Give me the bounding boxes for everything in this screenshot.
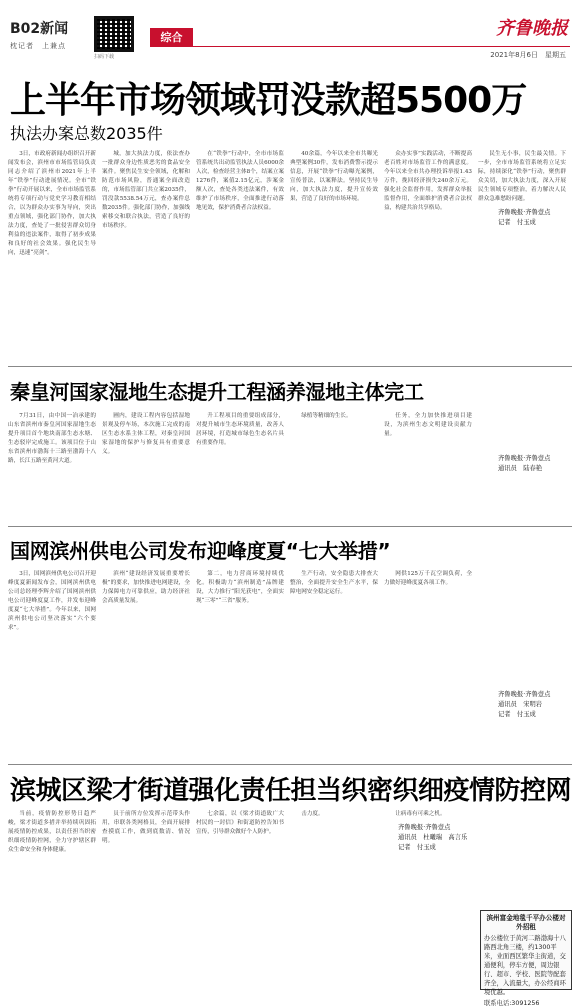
article2-column: 升工程项目的重要组成部分，对提升城市生态环境质量，改善人居环境，打造城市绿色生态名片具有重要作用。 [196, 413, 284, 446]
article1-column: 民生无小事，民生最关情。下一步，全市市场监管系统将立足实际，持续深化“铁拳”行动，聚焦群众关切，加大执法力度，深入开展民生领域专项整治，着力解决人民群众急难愁盼问题。 齐鲁晚报·齐鲁壹点 记者 付玉成 [478, 151, 566, 226]
section-tag: 综合 [150, 28, 193, 47]
article4-byline: 齐鲁晚报·齐鲁壹点 [398, 824, 451, 831]
article3-column: 生产行动，安全隐患大排查大整治，全面提升安全生产水平，保障电网安全稳定运行。 [290, 571, 378, 595]
article4-byline: 通讯员 杜曦瑞 高言乐 [398, 834, 468, 841]
classified-ad [480, 910, 572, 1007]
publication-date: 2021年8月6日 星期五 [490, 51, 566, 59]
qr-caption: 扫码下载 [94, 54, 115, 60]
qr-code-icon[interactable] [94, 16, 134, 52]
article2-byline: 齐鲁晚报·齐鲁壹点 [498, 455, 551, 462]
article2-body [8, 412, 566, 522]
ad-title: 滨州富金地毯千平办公楼对外招租 [486, 914, 566, 931]
divider [8, 366, 572, 367]
divider [8, 526, 572, 527]
newspaper-logo: 齐鲁晚报 [496, 18, 568, 39]
article3-byline: 齐鲁晚报·齐鲁壹点 [498, 691, 551, 698]
article2-column [478, 412, 566, 522]
page-number: B02新闻 [10, 21, 69, 37]
article2-byline: 通讯员 陆春艳 [498, 465, 543, 472]
article4-column: 当前，疫情防控形势日趋严峻，梁才街道多措并举持续巩固拓展疫情防控成果，以责任担当织密织细疫情防控网，全力守护辖区群众生命安全和身体健康。 [8, 811, 96, 853]
article1-body [8, 150, 566, 362]
article2-column: 绿植等精细的生长。 [301, 413, 352, 419]
article2-headline: 秦皇河国家湿地生态提升工程涵养湿地主体完工 [10, 380, 424, 404]
article4-column: 让病毒有可乘之机。 齐鲁晚报·齐鲁壹点 通讯员 杜曦瑞 高言乐 记者 付玉成 [384, 810, 472, 910]
article1-column: 40余篇，今年以来全市共曝光典型案例30件，发布消费警示提示信息，开展“铁拳”行动曝光案例，宣传普法，以案释法。坚持民生导向，加大执法力度，提升宣传效果，营造了良好的市场环境。 [290, 151, 378, 202]
article3-column: 3日，国网滨州供电公司召开迎峰度夏新闻发布会，国网滨州供电公司总经理李辉介绍了国网滨州供电公司迎峰度夏工作，并发布迎峰度夏“七大举措”。今年以来，国网滨州供电公司坚决落实“六个要求”。 [8, 571, 96, 631]
article3-byline: 通讯员 宋明岩 [498, 701, 543, 708]
article4-headline: 滨城区梁才街道强化责任担当织密织细疫情防控网 [10, 776, 572, 806]
article3-column: 第二，电力营商环境持续优化。积极助力“滨州制造”品牌建设，大力推行“阳光获电”，全面实现“三零”“三省”服务。 [196, 571, 284, 604]
article2-column: 任务，全力加快推进项目建设，为滨州生态文明建设贡献力量。 [384, 413, 472, 437]
article2-column: 圃内，建设工程内容包括湿地景观及停车场，本次施工完成的南区生态水系主体工程，对秦皇河国家湿地的保护与修复具有重要意义。 [102, 413, 190, 455]
section-editors: 枕记者 上兼点 [10, 42, 66, 50]
article3-body [8, 570, 566, 760]
article2-column: 7月31日，由中国一冶承建的山东省滨州市秦皇河国家湿地生态提升项目首个地块南部生态水塘、生态驳岸完成施工。该项目位于山东省滨州市渤海十三路至渤海十八路，长江五路至黄河大道。 [8, 413, 96, 464]
article1-subhead: 执法办案总数2035件 [10, 124, 163, 143]
article1-column: 众办实事”实践活动，不断提高老百姓对市场监管工作的满意度。今年以来全市共办理投诉举报1.43万件，挽回经济损失240余万元。强化社会监督作用，发挥群众举报监督作用，全面维护消费者合法权益，构建共治共享格局。 [384, 151, 472, 211]
article4-body [8, 810, 472, 992]
article4-byline: 记者 付玉成 [398, 844, 436, 851]
article4-column: 击力度。 [301, 811, 324, 817]
article4-column: 员于前所方位发挥示范带头作用，串联各类网格员，全面开展排查摸底工作，做到底数清、情况明。 [102, 811, 190, 844]
article1-byline: 记者 付玉成 [498, 219, 536, 226]
ad-body: 办公楼位于黄河二路渤海十八路西北角三楼，约1300平米，业面西区繁华主街道，交通便利，停车方便，周边银行、超市、学校、医院等配套齐全，入流量大，办公经商环境优越。 [484, 935, 566, 996]
article1-column: 3日，市政府新闻办组织召开新闻发布会，滨州市市场监管局负责同志介绍了滨州市2021年上半年“铁拳”行动进展情况。全市“铁拳”行动开展以来，全市市场监管系统将专项行动与党史学习教育相结合，以为群众办实事为导向，突出重点领域，强化部门协作，加大执法力度，查处了一批侵害群众切身利益的违法案件，取得了初步成果和良好的社会效果。强化民生导向，迅速“亮剑”。 [8, 151, 96, 256]
header-rule [150, 46, 570, 47]
article1-column: 在“铁拳”行动中，全市市场监管系统共出动监管执法人员6000余人次，检查经营主体8个，结案立案1276件，案值2.15亿元，涉案金额人次，查处各类违法案件，有效维护了市场秩序，全面推进行动落地见效，保护消费者合法权益。 [196, 151, 284, 211]
divider [8, 764, 572, 765]
article4-column: 七余篇，以《梁才街道致广大村民的一封信》和街道防控告知书宣传，引导群众做好个人防护。 [196, 811, 284, 835]
article3-column [478, 570, 566, 760]
article1-column: 城，加大执法力度，依法查办一批群众身边性质恶劣的食品安全案件。聚焦民生安全领域，化解和防范市场风险，普通案全面改造的，市场监管部门共立案2035件，罚没款5538.54万元，查办案件总数2035件。强化部门协作，加强线索移交和联合执法，营造了良好的市场秩序。 [102, 151, 190, 229]
article3-headline: 国网滨州供电公司发布迎峰度夏“七大举措” [10, 539, 391, 563]
ad-phone: 联系电话:3091256 [484, 1000, 540, 1007]
article3-column: 滨州“建设经济发展重要增长极”的要求，加快推进电网建设，全力保障电力可靠供应，助力经济社会高质量发展。 [102, 571, 190, 604]
masthead [0, 0, 580, 60]
article3-byline: 记者 付玉成 [498, 711, 536, 718]
article3-column: 网供125万千瓦空调负荷，全力做好迎峰度夏各项工作。 [384, 571, 472, 586]
article1-headline: 上半年市场领域罚没款超5500万 [10, 80, 527, 121]
article1-byline: 齐鲁晚报·齐鲁壹点 [498, 209, 551, 216]
